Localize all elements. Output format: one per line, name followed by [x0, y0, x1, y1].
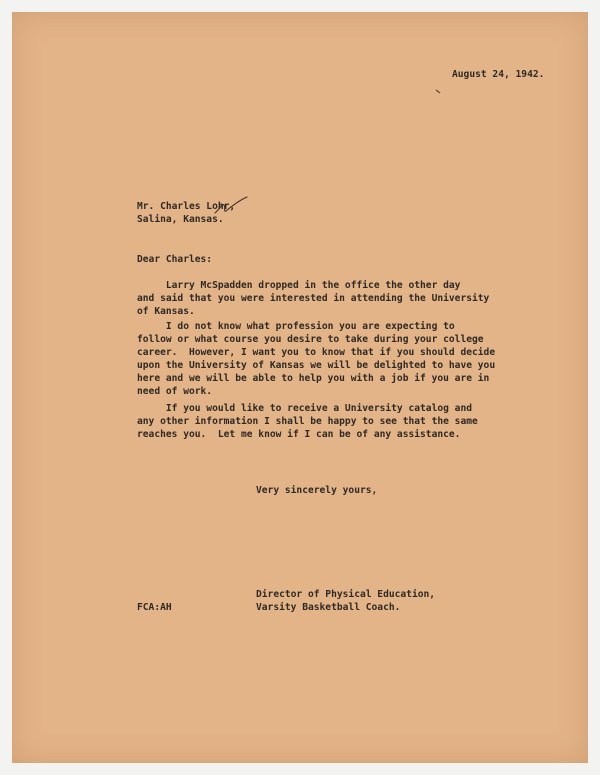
paragraph-line: Larry McSpadden dropped in the office the other day: [137, 280, 461, 291]
body-paragraph-2: [137, 320, 495, 398]
body-paragraph-1: [137, 279, 489, 318]
letter-date: August 24, 1942.: [452, 69, 545, 80]
paragraph-line: follow or what course you desire to take during your college: [137, 334, 484, 345]
paragraph-line: upon the University of Kansas we will be delighted to have you: [137, 360, 496, 371]
reference-initials: FCA:AH: [137, 602, 172, 613]
paragraph-line: career. However, I want you to know that if you should decide: [137, 347, 496, 358]
salutation: Dear Charles:: [137, 254, 213, 265]
paragraph-line: and said that you were interested in attending the University: [137, 293, 490, 304]
handwritten-checkmark: [212, 196, 252, 220]
recipient-name: Mr. Charles Lohr,: [137, 201, 236, 212]
closing: Very sincerely yours,: [256, 485, 378, 496]
paragraph-line: need of work.: [137, 386, 213, 397]
paragraph-line: of Kansas.: [137, 306, 195, 317]
recipient-city: Salina, Kansas.: [137, 214, 224, 225]
paragraph-line: If you would like to receive a University catalog and: [137, 403, 473, 414]
paragraph-line: any other information I shall be happy to see that the same: [137, 416, 478, 427]
paragraph-line: I do not know what profession you are expecting to: [137, 321, 455, 332]
body-paragraph-3: [137, 402, 478, 441]
signature-title: [256, 588, 435, 614]
signature-title-line: Varsity Basketball Coach.: [256, 602, 401, 613]
paragraph-line: here and we will be able to help you with a job if you are in: [137, 373, 490, 384]
paragraph-line: reaches you. Let me know if I can be of any assistance.: [137, 429, 461, 440]
signature-title-line: Director of Physical Education,: [256, 589, 436, 600]
pencil-tick-mark: [432, 84, 448, 96]
